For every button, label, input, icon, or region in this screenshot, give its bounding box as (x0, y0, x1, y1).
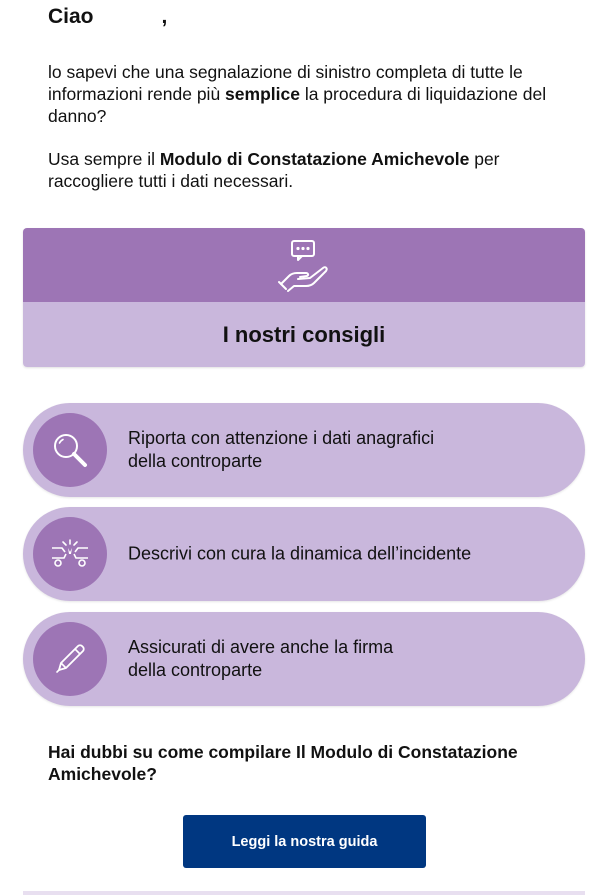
intro-paragraph-1: lo sapevi che una segnalazione di sinistro completa di tutte le informazioni rende più semplice la procedura di liquidazione del danno? (48, 62, 547, 126)
pen-icon (50, 639, 90, 679)
greeting (48, 3, 167, 31)
question-heading: Hai dubbi su come compilare Il Modulo di Constatazione Amichevole? (48, 742, 518, 784)
intro-paragraph-2: Usa sempre il Modulo di Constatazione Amichevole per raccogliere tutti i dati necessari. (48, 149, 500, 191)
hand-chat-icon (276, 238, 332, 294)
tip-text: Riporta con attenzione i dati anagrafici della controparte (128, 428, 435, 471)
tips-title: I nostri consigli (222, 321, 386, 347)
bottom-divider (23, 891, 585, 895)
tip-icon-circle (33, 622, 107, 696)
greeting-hello: Ciao (48, 5, 94, 28)
greeting-comma: , (161, 5, 168, 28)
tip-item-signature (23, 612, 585, 706)
tips-header-band (23, 228, 585, 302)
car-crash-icon (50, 534, 90, 574)
read-guide-button[interactable]: Leggi la nostra guida (183, 815, 426, 868)
tip-icon-circle (33, 517, 107, 591)
tip-item-accident-dynamics (23, 507, 585, 601)
tips-header-card (23, 228, 585, 367)
magnifier-icon (50, 430, 90, 470)
tip-text: Assicurati di avere anche la firma della controparte (128, 637, 394, 680)
tip-icon-circle (33, 413, 107, 487)
tip-text: Descrivi con cura la dinamica dell’incidente (128, 543, 472, 564)
tips-header-title-band (23, 302, 585, 367)
tip-item-anagraphic-data (23, 403, 585, 497)
